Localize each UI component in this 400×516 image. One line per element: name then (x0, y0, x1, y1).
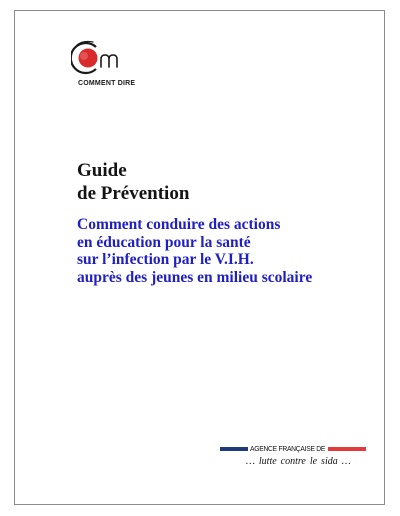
document-page (14, 10, 385, 505)
subtitle-line: auprès des jeunes en milieu scolaire (77, 268, 313, 286)
subtitle-line: en éducation pour la santé (77, 233, 251, 251)
comment-dire-logo (71, 39, 171, 89)
agency-right-bar (328, 447, 366, 451)
title-line-1: Guide (77, 160, 127, 181)
agency-logo (220, 443, 370, 473)
document-subtitle (77, 216, 312, 286)
agency-tagline: … lutte contre le sida … (246, 456, 351, 467)
agency-name: AGENCE FRANÇAISE DE (250, 444, 326, 453)
document-title (77, 159, 189, 205)
subtitle-line: Comment conduire des actions (77, 216, 281, 233)
agency-left-bar (220, 447, 248, 451)
logo-monogram-icon (71, 39, 141, 81)
logo-brand-name: COMMENT DIRE (78, 80, 136, 87)
title-line-2: de Prévention (77, 183, 190, 204)
subtitle-line: sur l’infection par le V.I.H. (77, 251, 254, 268)
